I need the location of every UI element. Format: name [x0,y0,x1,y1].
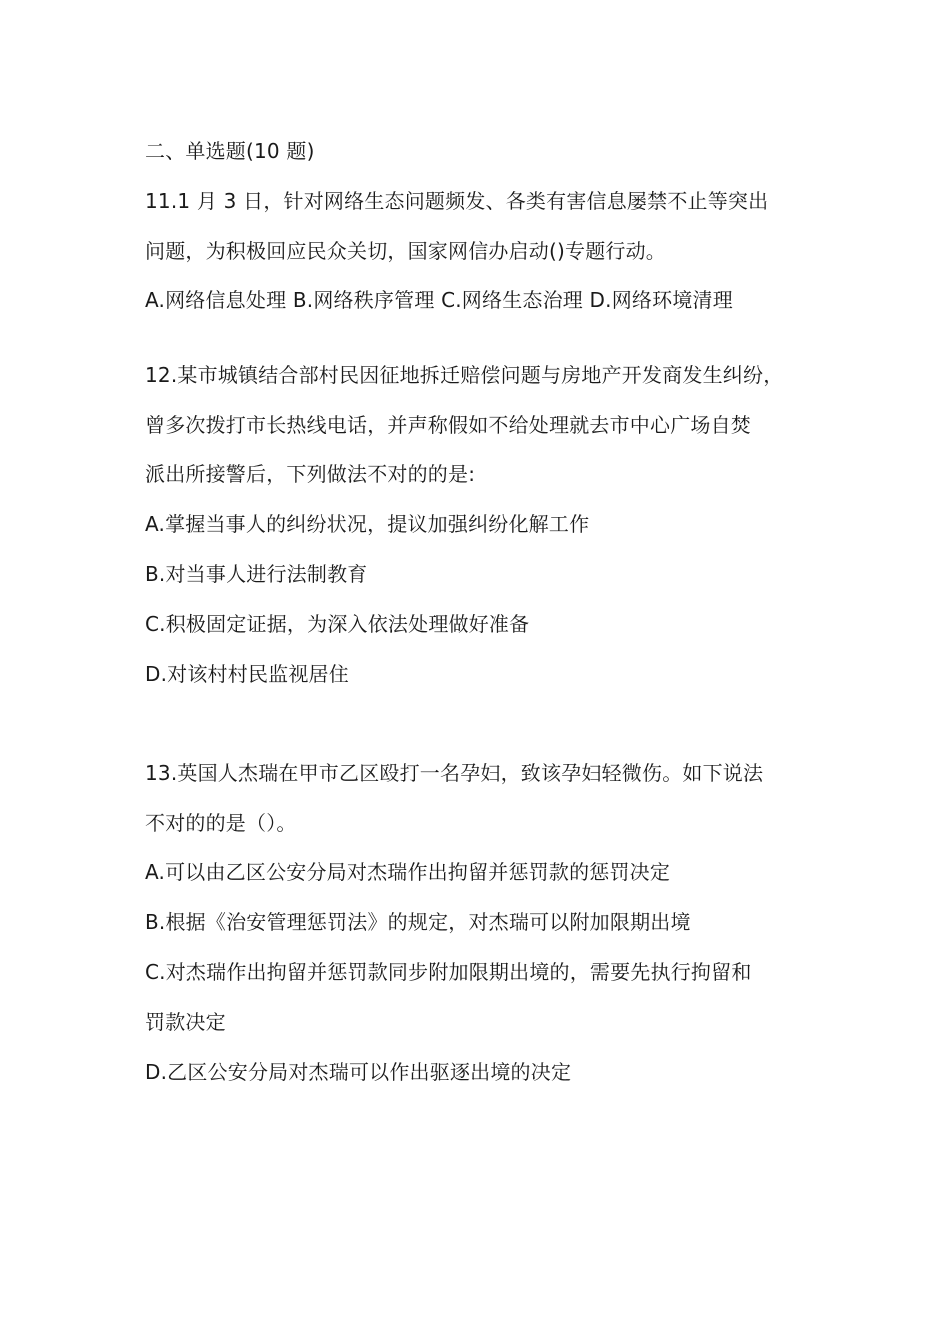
question-11-options: A.网络信息处理 B.网络秩序管理 C.网络生态治理 D.网络环境清理 [145,288,733,312]
question-12-option-c: C.积极固定证据，为深入依法处理做好准备 [145,612,530,636]
question-13-line-2: 不对的的是（）。 [145,811,297,835]
question-12-line-1: 12.某市城镇结合部村民因征地拆迁赔偿问题与房地产开发商发生纠纷， [145,363,784,387]
question-13-option-b: B.根据《治安管理惩罚法》的规定，对杰瑞可以附加限期出境 [145,910,691,934]
section-heading: 二、单选题(10 题) [145,139,315,163]
question-13-option-c: C.对杰瑞作出拘留并惩罚款同步附加限期出境的，需要先执行拘留和 [145,960,752,984]
question-13-option-c-continued: 罚款决定 [145,1010,226,1034]
question-12-line-3: 派出所接警后，下列做法不对的的是: [145,462,476,486]
question-12-option-d: D.对该村村民监视居住 [145,662,349,686]
question-11-line-2: 问题，为积极回应民众关切，国家网信办启动()专题行动。 [145,239,667,263]
question-13-line-1: 13.英国人杰瑞在甲市乙区殴打一名孕妇，致该孕妇轻微伤。如下说法 [145,761,764,785]
question-11-line-1: 11.1 月 3 日，针对网络生态问题频发、各类有害信息屡禁不止等突出 [145,189,769,213]
question-12-line-2: 曾多次拨打市长热线电话，并声称假如不给处理就去市中心广场自焚 [145,413,751,437]
question-12-option-a: A.掌握当事人的纠纷状况，提议加强纠纷化解工作 [145,512,590,536]
question-13-option-d: D.乙区公安分局对杰瑞可以作出驱逐出境的决定 [145,1060,572,1084]
question-12-option-b: B.对当事人进行法制教育 [145,562,368,586]
question-13-option-a: A.可以由乙区公安分局对杰瑞作出拘留并惩罚款的惩罚决定 [145,860,671,884]
